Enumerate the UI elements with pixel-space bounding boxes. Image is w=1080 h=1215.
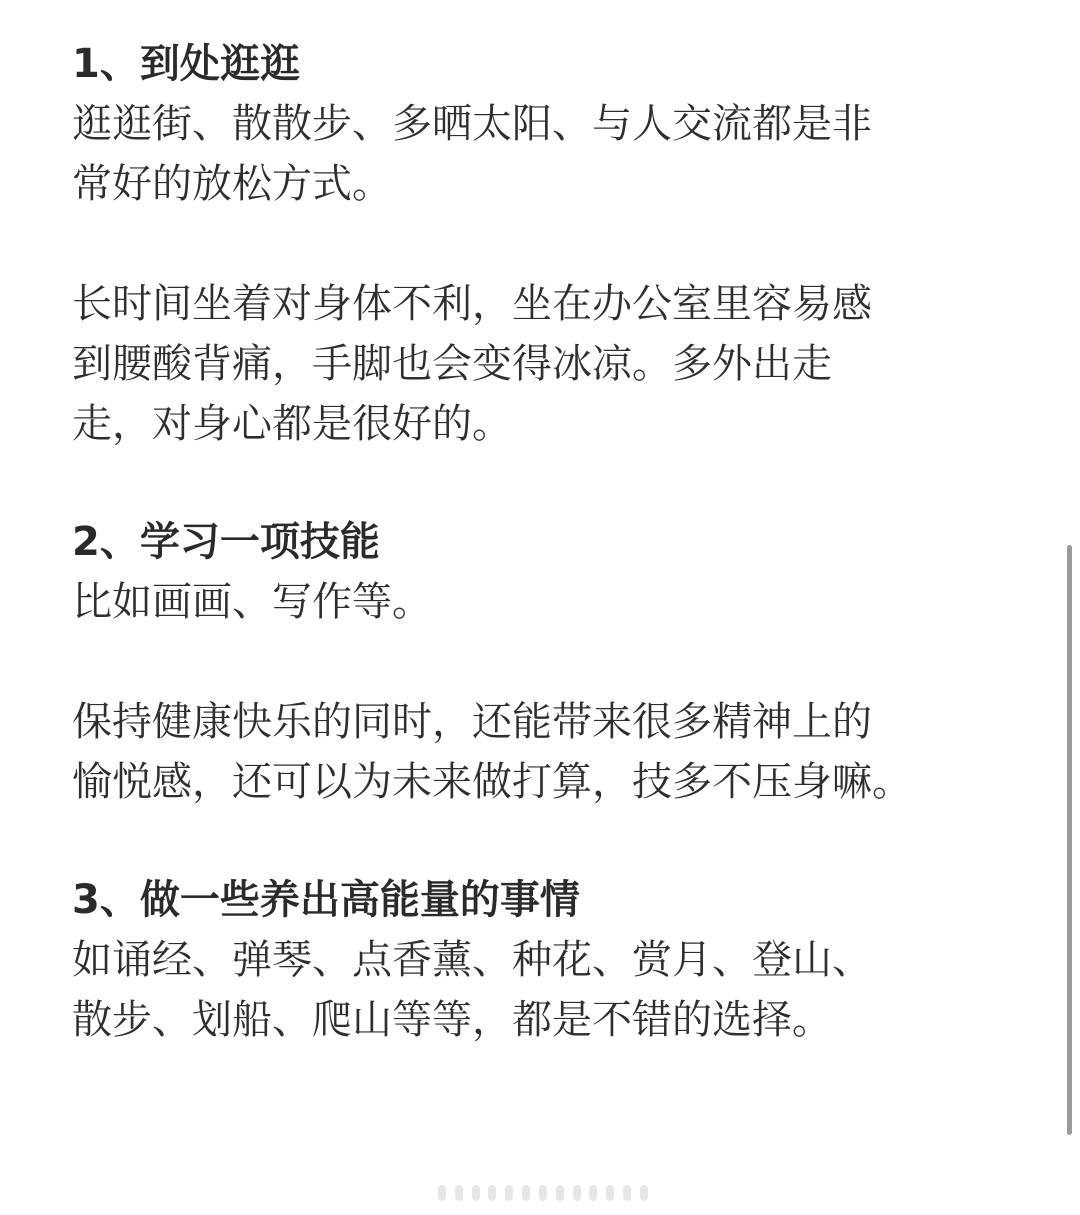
text-line: 长时间坐着对身体不利，坐在办公室里容易感 [72, 281, 872, 327]
text-line: 走，对身心都是很好的。 [72, 401, 512, 447]
text-line: 愉悦感，还可以为未来做打算，技多不压身嘛。 [72, 759, 912, 805]
article-body [72, 34, 1012, 1050]
section-heading: 3、做一些养出高能量的事情 [72, 877, 580, 923]
text-line: 逛逛街、散散步、多晒太阳、与人交流都是非 [72, 101, 872, 147]
section-heading: 1、到处逛逛 [72, 41, 300, 87]
text-line: 如诵经、弹琴、点香薰、种花、赏月、登山、 [72, 937, 872, 983]
section-3 [72, 870, 1012, 1050]
watermark-strip [438, 1184, 648, 1202]
section-paragraph [72, 94, 1012, 214]
section-1 [72, 34, 1012, 454]
section-heading: 2、学习一项技能 [72, 519, 380, 565]
section-paragraph [72, 274, 1012, 454]
text-line: 散步、划船、爬山等等，都是不错的选择。 [72, 997, 832, 1043]
section-paragraph [72, 692, 1012, 812]
text-line: 保持健康快乐的同时，还能带来很多精神上的 [72, 699, 872, 745]
text-line: 比如画画、写作等。 [72, 579, 432, 625]
text-line: 常好的放松方式。 [72, 161, 392, 207]
vertical-scrollbar[interactable] [1067, 545, 1072, 1135]
section-2 [72, 512, 1012, 812]
text-line: 到腰酸背痛，手脚也会变得冰凉。多外出走 [72, 341, 832, 387]
section-paragraph [72, 572, 1012, 632]
section-paragraph [72, 930, 1012, 1050]
